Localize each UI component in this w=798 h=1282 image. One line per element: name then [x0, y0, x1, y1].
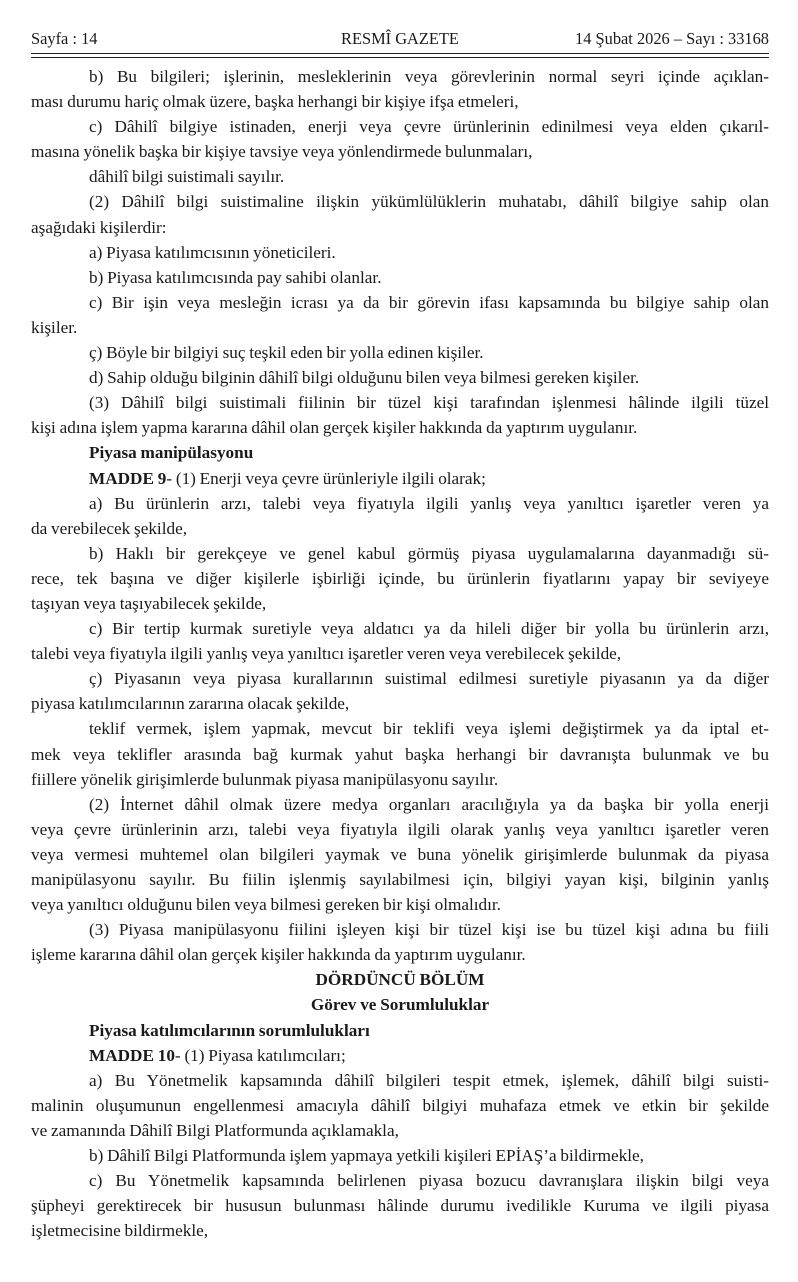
text-line: kişi adına işlem yapma kararına dâhil olan gerçek kişiler hakkında da yaptırım uygulanır.: [31, 418, 638, 438]
text-line: şüpheyi gerektirecek bir hususun bulunması hâlinde durumu ivedilikle Kuruma ve ilgili piyasa: [31, 1196, 769, 1216]
article-label: MADDE 10: [89, 1045, 175, 1065]
text-line: rece, tek başına ve diğer kişilerle işbirliği içinde, bu ürünlerin fiyatlarını yapay bir seviyeye: [31, 568, 769, 588]
page-number: Sayfa : 14: [31, 29, 98, 48]
text-line: d) Sahip olduğu bilginin dâhilî bilgi olduğunu bilen veya bilmesi gereken kişiler.: [89, 368, 640, 388]
text-line: da verebilecek şekilde,: [31, 518, 187, 538]
text-line: mek veya teklifler arasında bağ kurmak yahut başka herhangi bir davranışta bulunmak ve bu: [31, 744, 769, 764]
text-line: [31, 466, 769, 491]
text-line: b) Dâhilî Bilgi Platformunda işlem yapmaya yetkili kişileri EPİAŞ’a bildirmekle,: [89, 1146, 644, 1166]
text-line: c) Bu Yönetmelik kapsamında belirlenen piyasa bozucu davranışlara ilişkin bilgi veya: [89, 1171, 769, 1191]
text-line: (2) İnternet dâhil olmak üzere medya organları aracılığıyla ya da başka bir yolla enerji: [89, 794, 769, 814]
text-line: a) Piyasa katılımcısının yöneticileri.: [89, 242, 336, 262]
text-line: piyasa katılımcılarının zararına olacak şekilde,: [31, 694, 350, 714]
text-line: c) Dâhilî bilgiye istinaden, enerji veya çevre ürünlerinin edinilmesi veya elden çıkarıl-: [89, 117, 769, 137]
text-line: a) Bu ürünlerin arzı, talebi veya fiyatıyla ilgili yanlış veya yanıltıcı işaretler veren ya: [89, 493, 769, 513]
text-line: veya çevre ürünlerinin arzı, talebi veya fiyatıyla ilgili olarak yanlış veya yanıltıcı işaretler veren: [31, 819, 769, 839]
text-line: kişiler.: [31, 317, 78, 337]
text-line: ç) Piyasanın veya piyasa kurallarının suistimal edilmesi suretiyle piyasanın ya da diğer: [89, 669, 769, 689]
text-line: (3) Dâhilî bilgi suistimali fiilinin bir tüzel kişi tarafından işlenmesi hâlinde ilgili tüzel: [89, 393, 769, 413]
text-line: işleme kararına dâhil olan gerçek kişiler hakkında da yaptırım uygulanır.: [31, 945, 526, 965]
article-text: - (1) Enerji veya çevre ürünleriyle ilgili olarak;: [166, 468, 486, 488]
text-line: dâhilî bilgi suistimali sayılır.: [89, 167, 285, 187]
text-line: (3) Piyasa manipülasyonu fiilini işleyen kişi bir tüzel kişi ise bu tüzel kişi adına bu fiili: [89, 920, 769, 940]
header-rule-thin: [31, 57, 769, 58]
text-line: b) Piyasa katılımcısında pay sahibi olanlar.: [89, 267, 382, 287]
text-line: ve zamanında Dâhilî Bilgi Platformunda açıklamakla,: [31, 1120, 399, 1140]
text-line: [31, 1043, 769, 1068]
text-line: ması durumu hariç olmak üzere, başka herhangi bir kişiye ifşa etmeleri,: [31, 92, 519, 112]
article-label: MADDE 9: [89, 468, 167, 488]
text-line: veya vermesi muhtemel olan bilgileri yaymak ve buna yönelik girişimlerde bulunmak da piyasa: [31, 844, 769, 864]
text-line: taşıyan veya taşıyabilecek şekilde,: [31, 593, 267, 613]
text-line: manipülasyonu sayılır. Bu fiilin işlenmiş sayılabilmesi için, bilgiyi yayan kişi, bilginin yanlış: [31, 870, 769, 889]
text-line: b) Bu bilgileri; işlerinin, mesleklerinin veya görevlerinin normal seyri içinde açıklan-: [89, 67, 769, 86]
text-line: aşağıdaki kişilerdir:: [31, 217, 167, 237]
text-line: Piyasa manipülasyonu: [89, 443, 254, 463]
text-line: a) Bu Yönetmelik kapsamında dâhilî bilgileri tespit etmek, işlemek, dâhilî bilgi suisti-: [89, 1070, 769, 1090]
text-line: işletmecisine bildirmekle,: [31, 1221, 209, 1241]
text-line: Piyasa katılımcılarının sorumlulukları: [89, 1020, 370, 1040]
text-line: talebi veya fiyatıyla ilgili yanlış veya yanıltıcı işaretler veren veya verebilecek şekilde,: [31, 644, 622, 664]
text-line: malinin oluşumunun engellenmesi amacıyla dâhilî bilgiyi muhafaza etmek ve etkin bir şekilde: [31, 1095, 769, 1115]
text-line: ç) Böyle bir bilgiyi suç teşkil eden bir yolla edinen kişiler.: [89, 343, 484, 363]
text-line: fiillere yönelik girişimlerde bulunmak piyasa manipülasyonu sayılır.: [31, 769, 499, 789]
document-body: [31, 64, 769, 1243]
text-line: DÖRDÜNCÜ BÖLÜM: [315, 970, 485, 990]
text-line: c) Bir işin veya mesleğin icrası ya da bir görevin ifası kapsamında bu bilgiye sahip olan: [89, 292, 769, 312]
text-line: teklif vermek, işlem yapmak, mevcut bir teklifi veya işlemi değiştirmek ya da iptal et-: [89, 719, 769, 739]
page-header: [31, 29, 769, 51]
article-text: - (1) Piyasa katılımcıları;: [174, 1045, 346, 1065]
header-rule-thick: [31, 53, 769, 54]
text-line: (2) Dâhilî bilgi suistimaline ilişkin yükümlülüklerin muhatabı, dâhilî bilgiye sahip olan: [89, 192, 769, 212]
text-line: veya yanıltıcı olduğunu bilen veya bilmesi gereken bir kişi olmalıdır.: [31, 895, 501, 915]
text-line: Görev ve Sorumluluklar: [310, 995, 490, 1015]
text-line: masına yönelik başka bir kişiye tavsiye veya yönlendirmede bulunmaları,: [31, 142, 533, 162]
text-line: c) Bir tertip kurmak suretiyle veya aldatıcı ya da hileli diğer bir yolla bu ürünlerin arzı,: [89, 619, 769, 639]
gazette-title: RESMÎ GAZETE: [341, 29, 459, 48]
text-line: b) Haklı bir gerekçeye ve genel kabul görmüş piyasa uygulamalarına dayanmadığı sü-: [89, 543, 769, 563]
date-issue: 14 Şubat 2026 – Sayı : 33168: [575, 29, 769, 48]
